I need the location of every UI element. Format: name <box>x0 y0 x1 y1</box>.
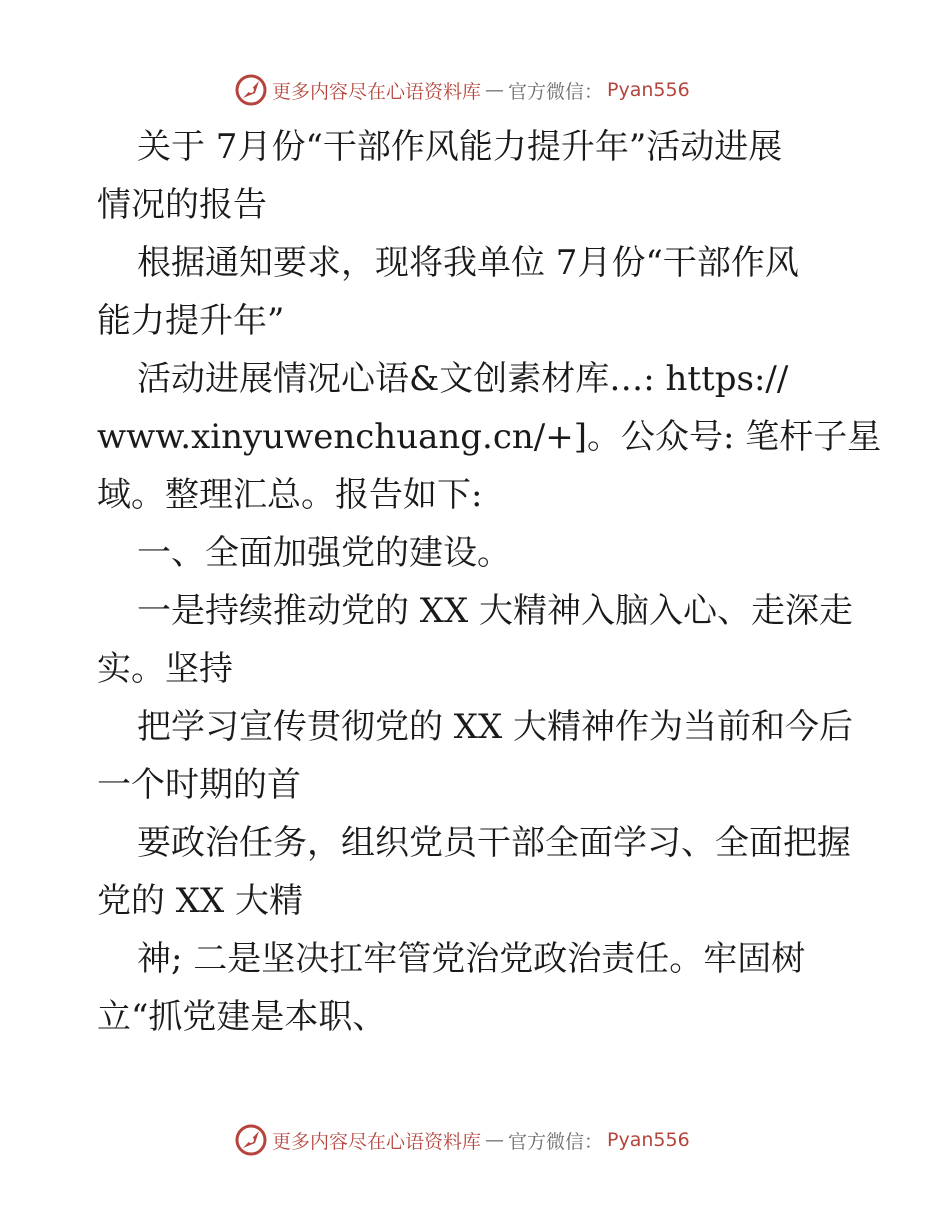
paragraph-line: 实。坚持 <box>97 649 233 689</box>
paragraph-line: 活动进展情况心语&文创素材库…: https:// <box>137 359 789 399</box>
quill-circle-logo-icon <box>234 1123 268 1157</box>
watermark-label: 官方微信： <box>508 1130 604 1153</box>
doc-title-line-1: 关于 7月份“干部作风能力提升年”活动进展 <box>137 127 783 167</box>
header-watermark <box>234 72 690 108</box>
section-heading: 一、全面加强党的建设。 <box>137 533 511 573</box>
paragraph-line: 一是持续推动党的 XX 大精神入脑入心、走深走 <box>137 591 854 631</box>
watermark-label: 官方微信： <box>508 80 604 103</box>
paragraph-line: 能力提升年” <box>97 301 285 341</box>
paragraph-line: 要政治任务，组织党员干部全面学习、全面把握 <box>137 823 851 863</box>
watermark-account: Pyan556 <box>607 1129 690 1151</box>
watermark-separator: — <box>485 1129 505 1151</box>
watermark-account: Pyan556 <box>607 79 690 101</box>
footer-watermark <box>234 1122 690 1158</box>
paragraph-line: 域。整理汇总。报告如下: <box>97 475 483 515</box>
doc-title-line-2: 情况的报告 <box>97 185 267 225</box>
paragraph-line: 立“抓党建是本职、 <box>97 997 387 1037</box>
paragraph-line: 神; 二是坚决扛牢管党治党政治责任。牢固树 <box>137 939 806 979</box>
paragraph-line: 把学习宣传贯彻党的 XX 大精神作为当前和今后 <box>137 707 854 747</box>
paragraph-line: 一个时期的首 <box>97 765 301 805</box>
paragraph-line: 根据通知要求，现将我单位 7月份“干部作风 <box>137 243 799 283</box>
watermark-separator: — <box>485 79 505 101</box>
paragraph-line: www.xinyuwenchuang.cn/+]。公众号: 笔杆子星 <box>97 417 882 457</box>
watermark-text: 更多内容尽在心语资料库 <box>272 80 482 103</box>
quill-circle-logo-icon <box>234 73 268 107</box>
watermark-text: 更多内容尽在心语资料库 <box>272 1130 482 1153</box>
document-body <box>97 118 882 1046</box>
paragraph-line: 党的 XX 大精 <box>97 881 304 921</box>
